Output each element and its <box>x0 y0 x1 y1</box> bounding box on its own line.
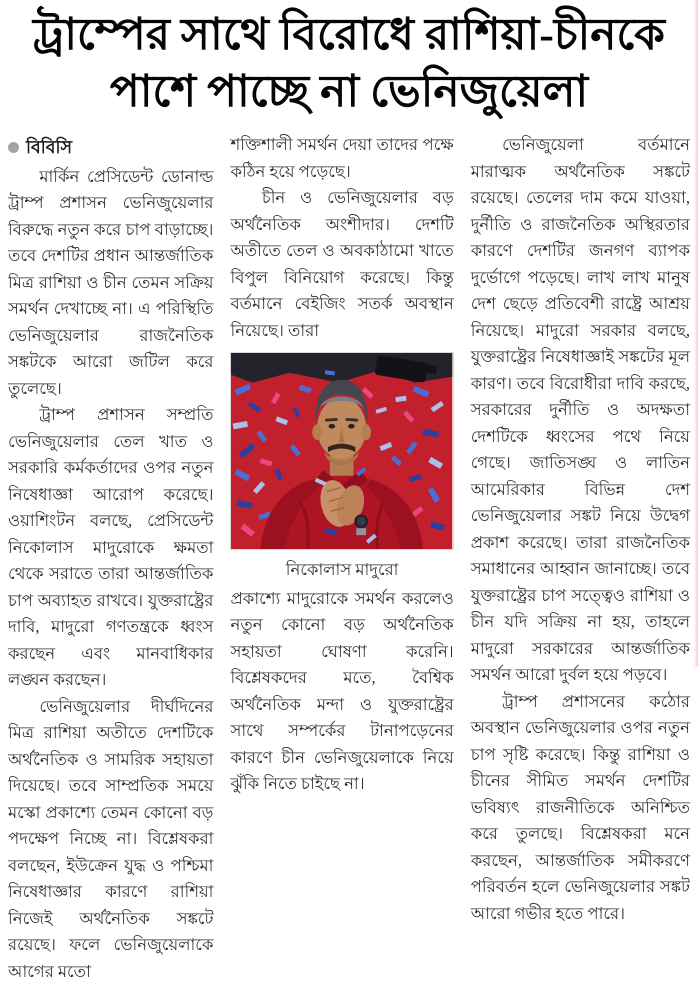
byline <box>8 134 213 161</box>
byline-label: বিবিসি <box>26 137 73 158</box>
column-1 <box>8 132 213 985</box>
paragraph: শক্তিশালী সমর্থন দেয়া তাদের পক্ষে কঠিন হয়ে পড়েছে। <box>230 135 454 181</box>
paragraph: ট্রাম্প প্রশাসনের কঠোর অবস্থান ভেনিজুয়েলার ওপর নতুন চাপ সৃষ্টি করেছে। কিন্তু রাশিয়া ও চীনের সীমিত সমর্থন দেশটির ভবিষ্যৎ রাজনীতিকে অনিশ্চিত করে তুলছে। বিশ্লেষকরা মনে করছেন, আন্তর্জাতিক সমীকরণে পরিবর্তন হলে ভেনিজুয়েলার সঙ্কট আরো গভীর হতে পারে। <box>470 691 691 923</box>
maduro-photo-illustration <box>230 352 453 550</box>
paragraph: ট্রাম্প প্রশাসন সম্প্রতি ভেনিজুয়েলার তেল খাত ও সরকারি কর্মকর্তাদের ওপর নতুন নিষেধাজ্ঞা আরোপ করেছে। ওয়াশিংটন বলছে, প্রেসিডেন্ট নিকোলাস মাদুরোকে ক্ষমতা থেকে সরাতে তারা আন্তর্জাতিক চাপ অব্যাহত রাখবে। যুক্তরাষ্ট্রের দাবি, মাদুরো গণতন্ত্রকে ধ্বংস করছেন এবং মানবাধিকার লঙ্ঘন করছেন। <box>8 405 214 690</box>
headline-line-1: ট্রাম্পের সাথে বিরোধে রাশিয়া-চীনকে <box>33 10 665 59</box>
article-body <box>8 126 690 985</box>
scan-edge-artifact <box>694 0 698 667</box>
paragraph: ভেনিজুয়েলার দীর্ঘদিনের মিত্র রাশিয়া অতীতে দেশটিকে অর্থনৈতিক ও সামরিক সহায়তা দিয়েছে। তবে সাম্প্রতিক সময়ে মস্কো প্রকাশ্যে তেমন কোনো বড় পদক্ষেপ নিচ্ছে না। বিশ্লেষকরা বলছেন, ইউক্রেন যুদ্ধ ও পশ্চিমা নিষেধাজ্ঞার কারণে রাশিয়া নিজেই অর্থনৈতিক সঙ্কটে রয়েছে। ফলে ভেনিজুয়েলাকে আগের মতো <box>8 696 214 981</box>
paragraph: মার্কিন প্রেসিডেন্ট ডোনাল্ড ট্রাম্প প্রশাসন ভেনিজুয়েলার বিরুদ্ধে নতুন করে চাপ বাড়াচ্ছে। তবে দেশটির প্রধান আন্তর্জাতিক মিত্র রাশিয়া ও চীন তেমন সক্রিয় সমর্থন দেখাচ্ছে না। এ পরিস্থিতি ভেনিজুয়েলার রাজনৈতিক সঙ্কটকে আরো জটিল করে তুলেছে। <box>8 166 214 398</box>
photo-caption: নিকোলাস মাদুরো <box>285 560 399 580</box>
headline-line-2: পাশে পাচ্ছে না ভেনিজুয়েলা <box>109 67 589 117</box>
maduro-photo <box>230 352 453 584</box>
article-headline <box>8 4 690 126</box>
paragraph: ভেনিজুয়েলা বর্তমানে মারাত্মক অর্থনৈতিক সঙ্কটে রয়েছে। তেলের দাম কমে যাওয়া, দুর্নীতি ও রাজনৈতিক অস্থিরতার কারণে দেশটির জনগণ ব্যাপক দুর্ভোগে পড়েছে। লাখ লাখ মানুষ দেশ ছেড়ে প্রতিবেশী রাষ্ট্রে আশ্রয় নিয়েছে। মাদুরো সরকার বলছে, যুক্তরাষ্ট্রের নিষেধাজ্ঞাই সঙ্কটের মূল কারণ। তবে বিরোধীরা দাবি করছে, সরকারের দুর্নীতি ও অদক্ষতা দেশটিকে ধ্বংসের পথে নিয়ে গেছে। জাতিসঙ্ঘ ও লাতিন আমেরিকার বিভিন্ন দেশ ভেনিজুয়েলার সঙ্কট নিয়ে উদ্বেগ প্রকাশ করেছে। তারা রাজনৈতিক সমাধানের আহ্বান জানাচ্ছে। তবে যুক্তরাষ্ট্রের চাপ সত্ত্বেও রাশিয়া ও চীন যদি সক্রিয় না হয়, তাহলে মাদুরো সরকারের আন্তর্জাতিক সমর্থন আরো দুর্বল হয়ে পড়বে। <box>470 135 691 685</box>
paragraph: চীন ও ভেনিজুয়েলার বড় অর্থনৈতিক অংশীদার। দেশটি অতীতে তেল ও অবকাঠামো খাতে বিপুল বিনিয়োগ করেছে। কিন্তু বর্তমানে বেইজিং সতর্ক অবস্থান নিয়েছে। তারা <box>230 188 454 340</box>
paragraph: প্রকাশ্যে মাদুরোকে সমর্থন করলেও নতুন কোনো বড় অর্থনৈতিক সহায়তা ঘোষণা করেনি। বিশ্লেষকদের মতে, বৈশ্বিক অর্থনৈতিক মন্দা ও যুক্তরাষ্ট্রের সাথে সম্পর্কের টানাপড়েনের কারণে চীন ভেনিজুয়েলাকে নিয়ে ঝুঁকি নিতে চাইছে না। <box>230 588 454 794</box>
column-2 <box>230 132 453 798</box>
column-3 <box>471 132 690 927</box>
byline-bullet-icon <box>8 142 19 153</box>
